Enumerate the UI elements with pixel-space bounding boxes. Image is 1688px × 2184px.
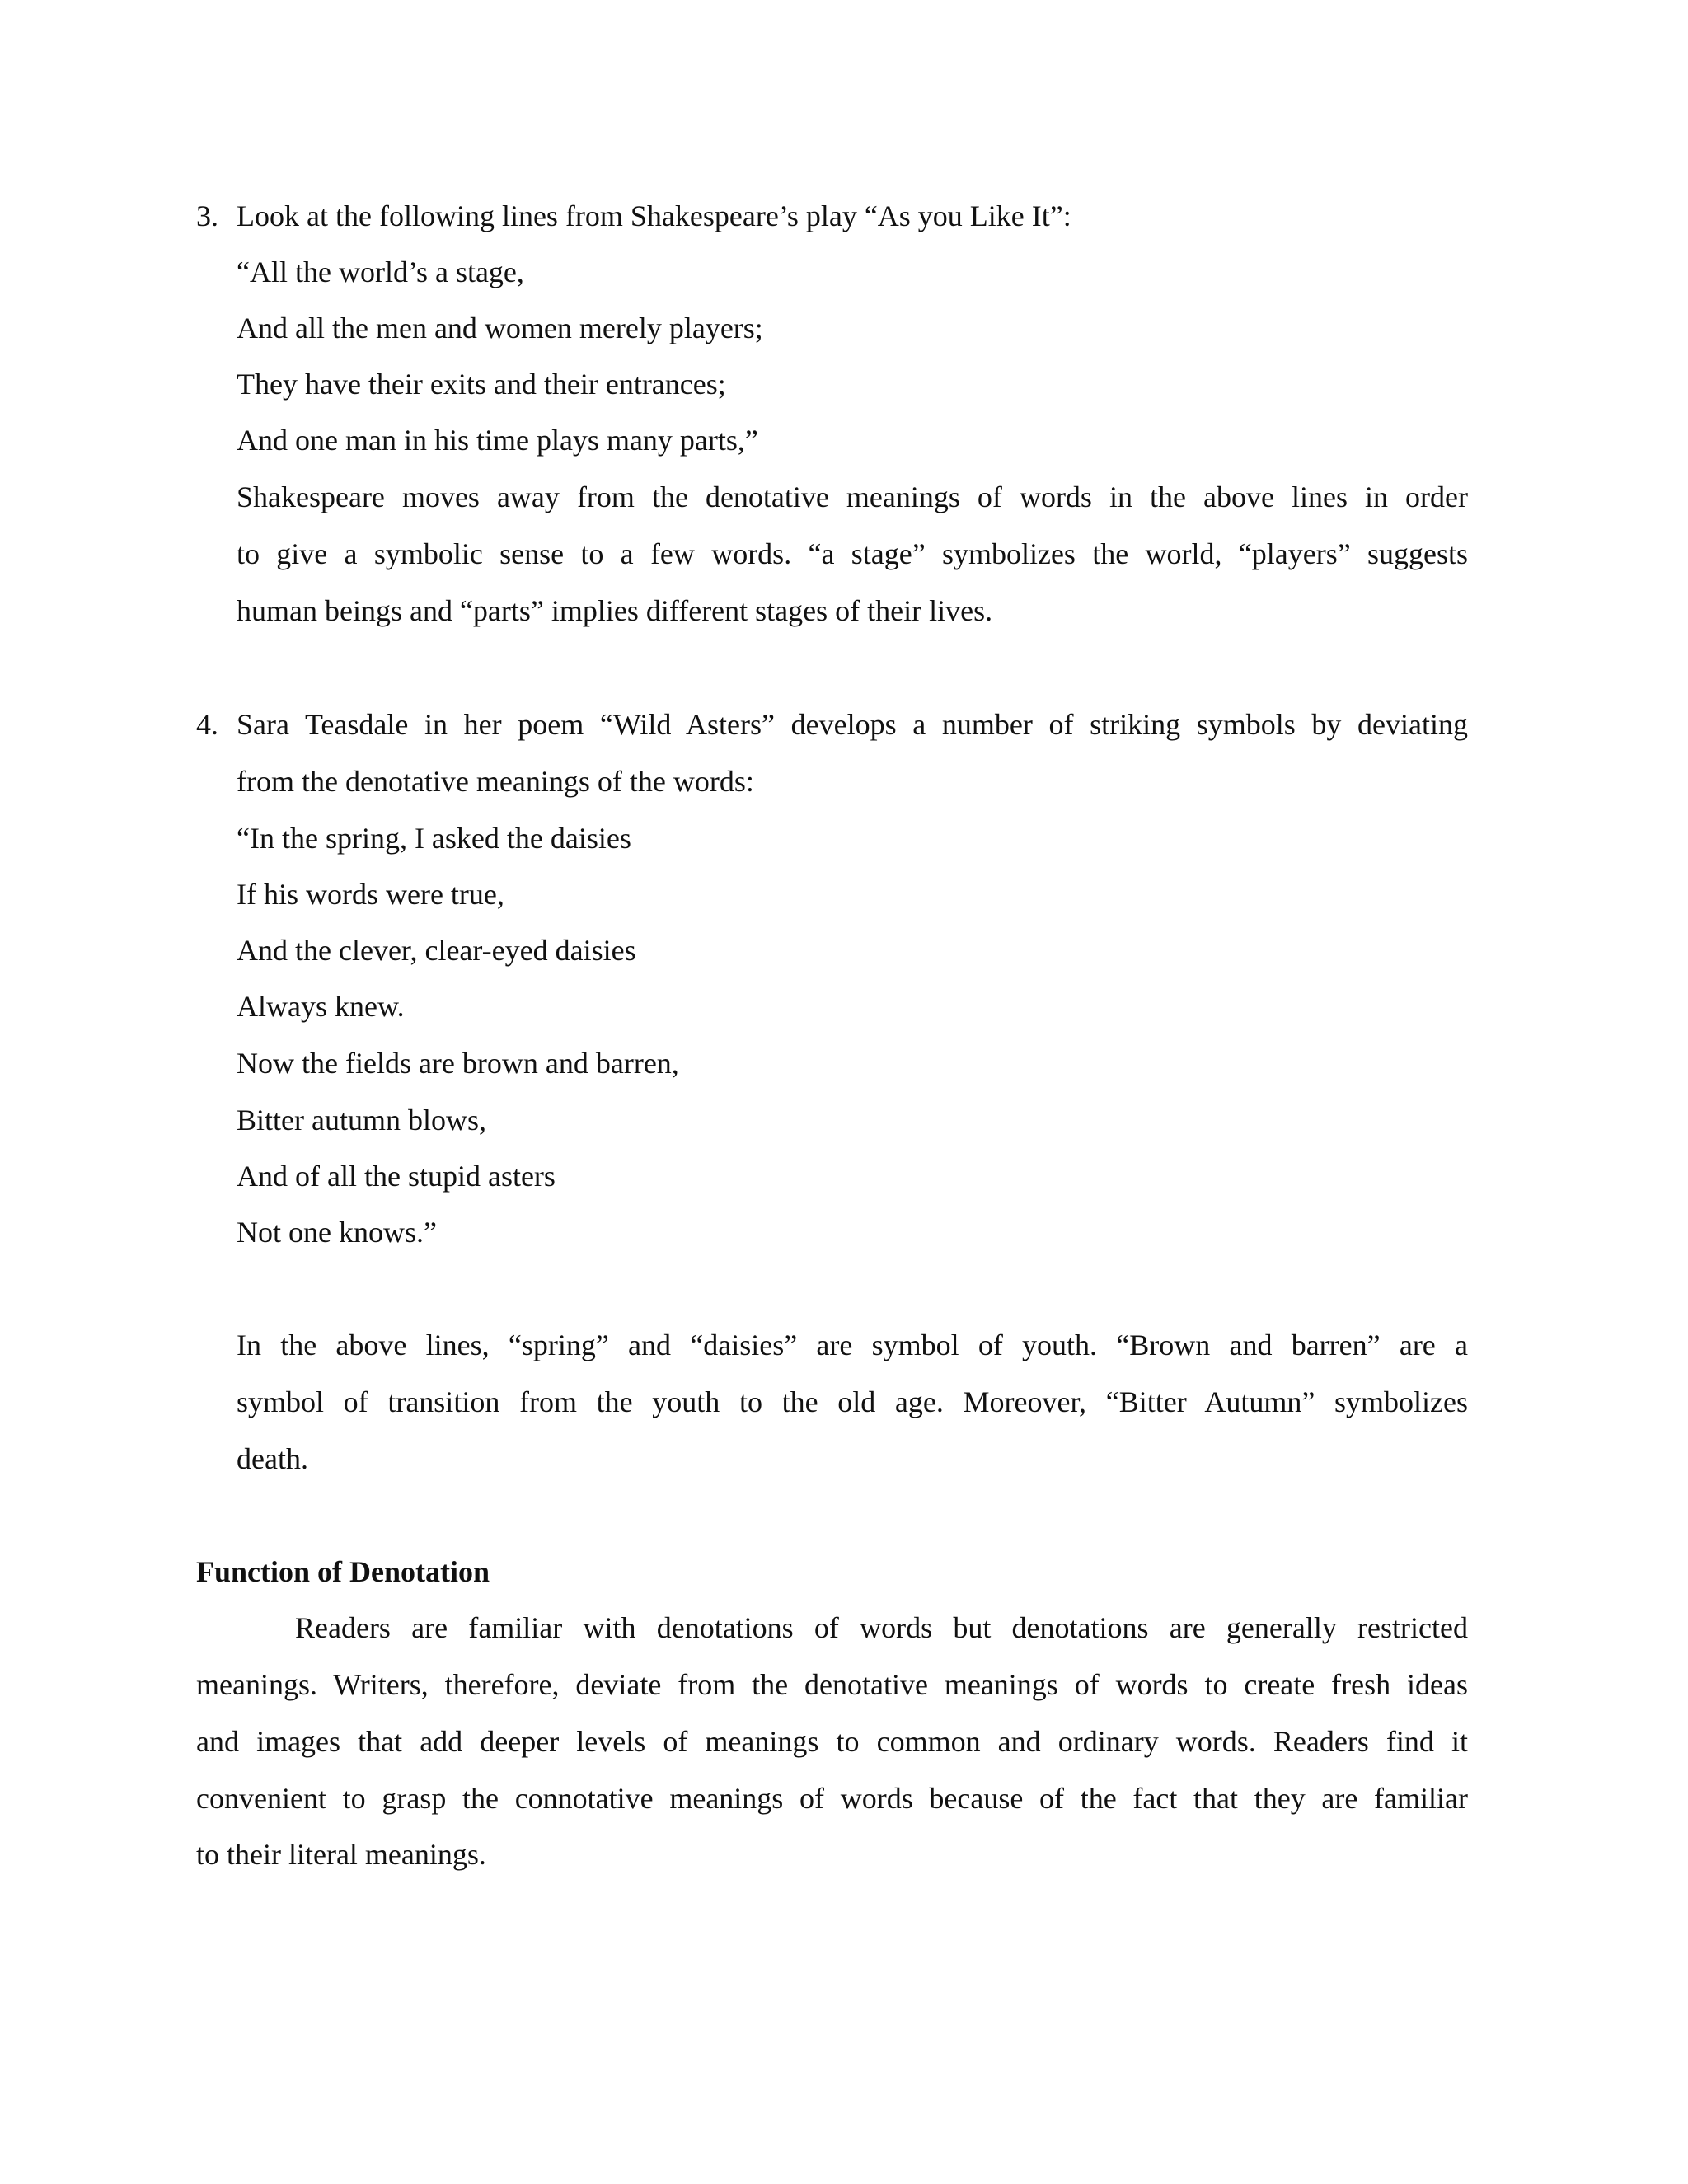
section-paragraph-line-1: Readers are familiar with denotations of words but denotations are generally restricted — [295, 1611, 1468, 1644]
item-4-poem-line-1: “In the spring, I asked the daisies — [237, 822, 631, 855]
item-3-explanation-line-3: human beings and “parts” implies different stages of their lives. — [237, 594, 993, 627]
item-3-intro: Look at the following lines from Shakespeare’s play “As you Like It”: — [237, 199, 1071, 232]
item-4-explanation-line-3: death. — [237, 1442, 308, 1475]
item-4-poem-line-8: Not one knows.” — [237, 1216, 437, 1249]
item-3-number: 3. — [196, 199, 218, 232]
section-paragraph-line-2: meanings. Writers, therefore, deviate from the denotative meanings of words to create fresh ideas — [196, 1668, 1468, 1701]
item-4-poem-line-2: If his words were true, — [237, 878, 504, 911]
item-4-number: 4. — [196, 708, 218, 741]
item-4-intro-line-1: Sara Teasdale in her poem “Wild Asters” develops a number of striking symbols by deviating — [237, 708, 1468, 741]
item-3-poem-line-4: And one man in his time plays many parts,” — [237, 424, 758, 457]
item-4-intro-line-2: from the denotative meanings of the words: — [237, 765, 754, 798]
item-3-poem-line-1: “All the world’s a stage, — [237, 255, 524, 288]
item-4-poem-line-3: And the clever, clear-eyed daisies — [237, 934, 636, 967]
item-4-poem-line-6: Bitter autumn blows, — [237, 1104, 486, 1137]
item-4-poem-line-4: Always knew. — [237, 990, 405, 1023]
item-4-explanation-line-1: In the above lines, “spring” and “daisies” are symbol of youth. “Brown and barren” are a — [237, 1329, 1468, 1361]
item-4-poem-line-5: Now the fields are brown and barren, — [237, 1047, 679, 1080]
item-3-poem-line-3: They have their exits and their entrances; — [237, 368, 726, 401]
section-heading: Function of Denotation — [196, 1555, 490, 1588]
item-3-poem-line-2: And all the men and women merely players; — [237, 312, 763, 344]
section-paragraph-line-4: convenient to grasp the connotative meanings of words because of the fact that they are familiar — [196, 1782, 1468, 1815]
item-4-poem-line-7: And of all the stupid asters — [237, 1160, 556, 1193]
section-paragraph-line-3: and images that add deeper levels of meanings to common and ordinary words. Readers find it — [196, 1725, 1468, 1758]
item-4-explanation-line-2: symbol of transition from the youth to the old age. Moreover, “Bitter Autumn” symbolizes — [237, 1385, 1468, 1418]
item-3-explanation-line-1: Shakespeare moves away from the denotative meanings of words in the above lines in order — [237, 480, 1468, 513]
item-3-explanation-line-2: to give a symbolic sense to a few words. “a stage” symbolizes the world, “players” suggests — [237, 537, 1468, 570]
section-paragraph-line-5: to their literal meanings. — [196, 1838, 486, 1871]
